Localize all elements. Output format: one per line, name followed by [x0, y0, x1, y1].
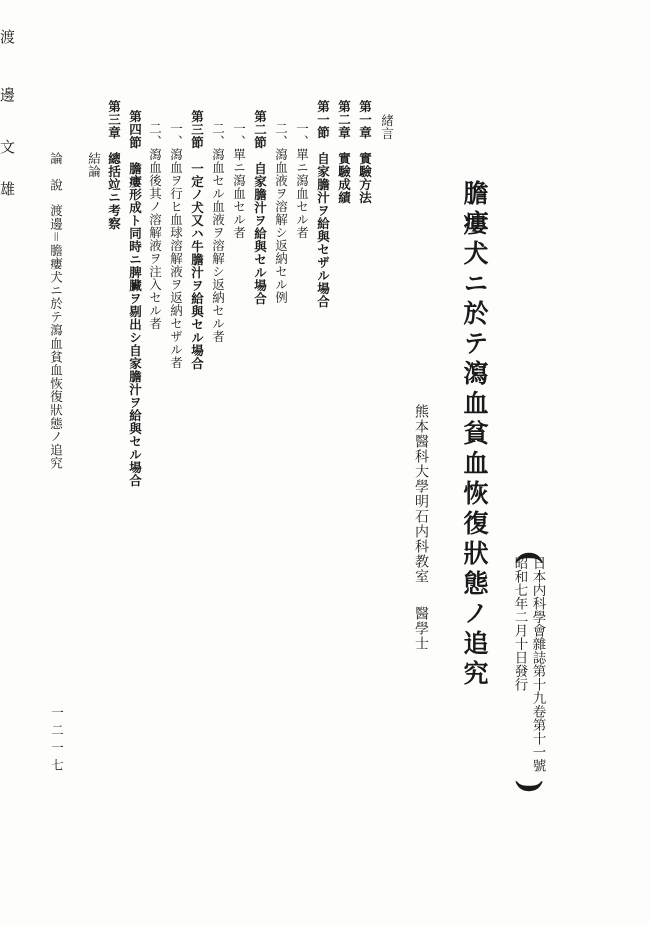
toc-entry: 第一章 實驗方法 — [357, 100, 373, 204]
running-footer-title: 渡邊＝膽瘻犬ニ於テ瀉血貧血恢復狀態ノ追究 — [48, 204, 64, 470]
author-degree: 醫學士 — [413, 606, 429, 651]
toc-entry: 結論 — [86, 152, 102, 178]
toc-entry: 第二章 實驗成績 — [336, 100, 352, 204]
author-name-char: 邊 — [0, 86, 16, 104]
journal-reference — [506, 548, 552, 796]
journal-reference-line2: 昭和七年二月十日發行 — [511, 556, 528, 691]
toc-entry: 第三章 總括竝ニ考察 — [106, 100, 122, 230]
page-number: 一二一七 — [49, 706, 65, 776]
right-bracket: ) — [512, 779, 547, 795]
toc-entry: 第二節 自家膽汁ヲ給與セル場合 — [252, 110, 268, 305]
author-name-char: 渡 — [0, 28, 16, 46]
toc-entry: 一、瀉血ヲ行ヒ血球溶解液ヲ返納セザル者 — [168, 122, 184, 369]
author-name-char: 雄 — [0, 180, 16, 198]
toc-entry: 一、單ニ瀉血セル者 — [294, 122, 310, 239]
author-affiliation: 熊本醫科大學明石内科教室 — [413, 404, 429, 584]
running-footer-section: 論 說 — [48, 152, 64, 192]
toc-entry: 二、瀉血セル血液ヲ溶解シ返納セル者 — [210, 122, 226, 343]
toc-entry: 一、單ニ瀉血セル者 — [231, 122, 247, 239]
author-name-char: 文 — [0, 138, 16, 156]
author-name — [0, 0, 24, 200]
toc-entry: 緒言 — [379, 114, 395, 140]
toc-entry: 第四節 膽瘻形成ト同時ニ脾臟ヲ剔出シ自家膽汁ヲ給與セル場合 — [127, 110, 143, 487]
toc-entry: 第三節 一定ノ犬又ハ牛膽汁ヲ給與セル場合 — [189, 110, 205, 370]
toc-entry: 第一節 自家膽汁ヲ給與セザル場合 — [315, 100, 331, 308]
toc-entry: 二、瀉血液ヲ溶解シ返納セル例 — [273, 122, 289, 304]
journal-reference-line1: 日本内科學會雜誌第十九卷第十一號 — [529, 556, 546, 772]
article-title: 膽瘻犬ニ於テ瀉血貧血恢復狀態ノ追究 — [460, 180, 489, 690]
left-bracket: ( — [512, 549, 547, 565]
toc-entry: 二、瀉血後其ノ溶解液ヲ注入セル者 — [147, 122, 163, 330]
